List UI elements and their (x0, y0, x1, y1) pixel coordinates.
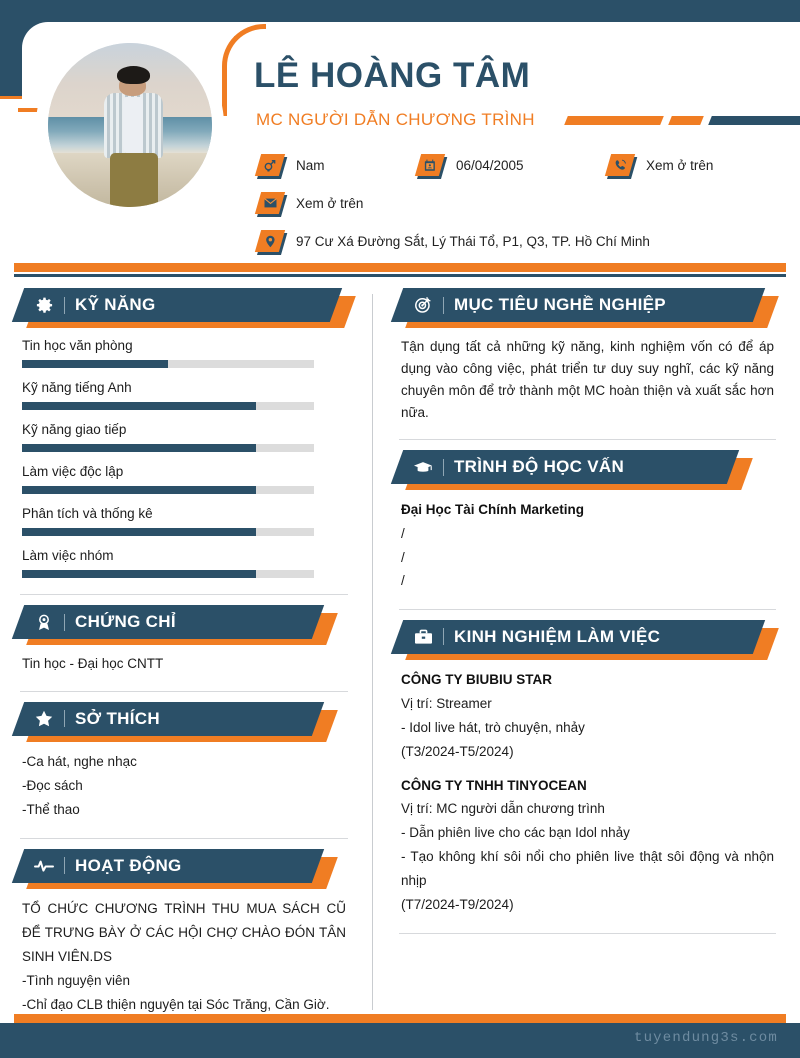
activity-item: -Chỉ đạo CLB thiện nguyện tại Sóc Trăng, Cần Giờ. (22, 996, 330, 1012)
banner-content (32, 702, 160, 736)
banner-separator (443, 459, 444, 476)
cv-body (0, 288, 800, 1018)
skill-fill (22, 444, 256, 452)
skill-item (18, 422, 350, 452)
contact-gender (258, 154, 418, 176)
section-title-experience: KINH NGHIỆM LÀM VIỆC (454, 626, 661, 646)
photo-person (104, 66, 163, 207)
section-title-hobbies: SỞ THÍCH (75, 708, 160, 728)
banner-content (411, 288, 666, 322)
photo-tanktop (123, 97, 143, 153)
skill-fill (22, 528, 256, 536)
divider (399, 439, 776, 440)
skill-track (22, 360, 314, 368)
briefcase-icon (411, 629, 435, 645)
header-divider-orange (14, 263, 786, 272)
section-banner-activities (18, 849, 350, 887)
banner-content (411, 620, 660, 654)
contact-row-3 (258, 222, 778, 260)
section-title-skills: KỸ NĂNG (75, 295, 156, 314)
objective-text: Tận dụng tất cả những kỹ năng, kinh nghiệm vốn có để áp dụng vào công việc, phát triển tư duy suy nghĩ, các kỹ năng chuyên môn để trở thành một MC hoàn thiện và xuất sắc hơn nữa. (401, 339, 774, 420)
banner-separator (443, 628, 444, 645)
footer-orange-bar (14, 1014, 786, 1023)
section-certificates (18, 605, 350, 675)
education-school: Đại Học Tài Chính Marketing (401, 502, 585, 518)
experience-position: Vị trí: Streamer (401, 695, 492, 711)
experience-item (397, 668, 778, 764)
skill-item (18, 380, 350, 410)
section-banner-certificates (18, 605, 350, 643)
experience-list (397, 668, 778, 917)
skill-item (18, 548, 350, 578)
banner-separator (64, 614, 65, 631)
skill-track (22, 402, 314, 410)
skill-track (22, 528, 314, 536)
section-banner-education (397, 450, 778, 488)
skill-track (22, 570, 314, 578)
phone-icon (605, 154, 635, 176)
banner-content (32, 605, 176, 639)
medal-icon (32, 614, 56, 631)
pulse-icon (32, 859, 56, 873)
contact-block (258, 146, 778, 260)
contact-phone-value: Xem ở trên (646, 157, 714, 173)
section-banner-skills (18, 288, 350, 326)
avatar-photo (48, 43, 212, 207)
section-title-activities: HOẠT ĐỘNG (75, 855, 182, 875)
contact-row-1 (258, 146, 778, 184)
divider (20, 691, 348, 692)
certificate-item: Tin học - Đại học CNTT (22, 656, 164, 671)
hobby-item: -Đọc sách (22, 777, 83, 793)
section-skills (18, 288, 350, 578)
hobbies-list (18, 750, 350, 822)
skill-label: Làm việc độc lập (22, 464, 124, 479)
skills-list (18, 338, 350, 578)
skill-label: Kỹ năng giao tiếp (22, 422, 127, 437)
job-title: MC NGƯỜI DẪN CHƯƠNG TRÌNH (256, 110, 535, 129)
banner-separator (64, 857, 65, 874)
experience-company: CÔNG TY BIUBIU STAR (401, 671, 553, 687)
banner-content (411, 450, 624, 484)
contact-email (258, 192, 363, 214)
banner-content (32, 288, 156, 322)
email-icon (255, 192, 285, 214)
skill-track (22, 444, 314, 452)
divider (20, 838, 348, 839)
education-detail: / (401, 549, 405, 565)
contact-address-value: 97 Cư Xá Đường Sắt, Lý Thái Tổ, P1, Q3, TP. Hồ Chí Minh (296, 233, 650, 249)
experience-duty: - Tạo không khí sôi nổi cho phiên live thật sôi động và nhộn nhịp (401, 849, 774, 889)
star-icon (32, 710, 56, 727)
contact-gender-value: Nam (296, 157, 325, 173)
photo-hair (117, 66, 150, 84)
photo-pants (110, 153, 158, 207)
hobby-item: -Ca hát, nghe nhạc (22, 753, 137, 769)
skill-label: Kỹ năng tiếng Anh (22, 380, 132, 395)
right-column (373, 288, 800, 1018)
contact-row-2 (258, 184, 778, 222)
section-banner-hobbies (18, 702, 350, 740)
banner-separator (64, 710, 65, 727)
header-accent-bar-2 (668, 116, 704, 125)
gear-icon (32, 297, 56, 314)
calendar-icon (415, 154, 445, 176)
left-column (0, 288, 372, 1018)
section-banner-objective (397, 288, 778, 326)
skill-label: Làm việc nhóm (22, 548, 114, 563)
experience-period: (T3/2024-T5/2024) (401, 743, 514, 759)
section-hobbies (18, 702, 350, 822)
contact-address (258, 230, 650, 252)
skill-fill (22, 486, 256, 494)
skill-item (18, 338, 350, 368)
experience-position: Vị trí: MC người dẫn chương trình (401, 801, 605, 817)
page-title: LÊ HOÀNG TÂM (254, 56, 531, 95)
divider (399, 609, 776, 610)
section-banner-experience (397, 620, 778, 658)
footer-watermark: tuyendung3s.com (633, 1030, 778, 1046)
divider (399, 933, 776, 934)
header-accent-bar-1 (564, 116, 664, 125)
experience-company: CÔNG TY TNHH TINYOCEAN (401, 777, 587, 793)
activities-content (18, 897, 350, 1017)
header-accent-bar-3 (708, 116, 800, 125)
skill-label: Tin học văn phòng (22, 338, 133, 353)
avatar (42, 37, 218, 213)
divider (20, 594, 348, 595)
activity-paragraph: TỔ CHỨC CHƯƠNG TRÌNH THU MUA SÁCH CŨ ĐỂ TRƯNG BÀY Ở CÁC HỘI CHỢ CHÀO ĐÓN TÂN SINH VIÊN.DS (22, 900, 346, 964)
contact-birthdate-value: 06/04/2005 (456, 157, 524, 173)
contact-phone (608, 154, 713, 176)
skill-fill (22, 570, 256, 578)
cv-footer (0, 1014, 800, 1058)
skill-fill (22, 360, 168, 368)
education-detail: / (401, 573, 405, 589)
activity-item: -Tình nguyện viên (22, 972, 131, 988)
skill-label: Phân tích và thống kê (22, 506, 153, 521)
cv-header (0, 0, 800, 262)
skill-item (18, 506, 350, 536)
skill-item (18, 464, 350, 494)
education-detail: / (401, 526, 405, 542)
banner-content (32, 849, 182, 883)
gender-icon (255, 154, 285, 176)
experience-duty: - Idol live hát, trò chuyện, nhảy (401, 719, 585, 735)
contact-email-value: Xem ở trên (296, 195, 364, 211)
education-content (397, 498, 778, 593)
section-title-certificates: CHỨNG CHỈ (75, 612, 176, 631)
section-activities (18, 849, 350, 1017)
header-divider-navy (14, 274, 786, 277)
section-title-education: TRÌNH ĐỘ HỌC VẤN (454, 457, 625, 477)
experience-period: (T7/2024-T9/2024) (401, 897, 514, 913)
experience-duty: - Dẫn phiên live cho các bạn Idol nhảy (401, 825, 630, 841)
section-objective (397, 288, 778, 423)
skill-fill (22, 402, 256, 410)
contact-birthdate (418, 154, 608, 176)
header-orange-tail (18, 108, 44, 112)
section-title-objective: MỤC TIÊU NGHỀ NGHIỆP (454, 295, 666, 314)
hobby-item: -Thể thao (22, 801, 80, 817)
location-icon (255, 230, 285, 252)
experience-item (397, 774, 778, 918)
banner-separator (443, 297, 444, 314)
banner-separator (64, 297, 65, 314)
section-education (397, 450, 778, 593)
graduation-cap-icon (411, 460, 435, 475)
target-icon (411, 296, 435, 314)
section-experience (397, 620, 778, 917)
skill-track (22, 486, 314, 494)
